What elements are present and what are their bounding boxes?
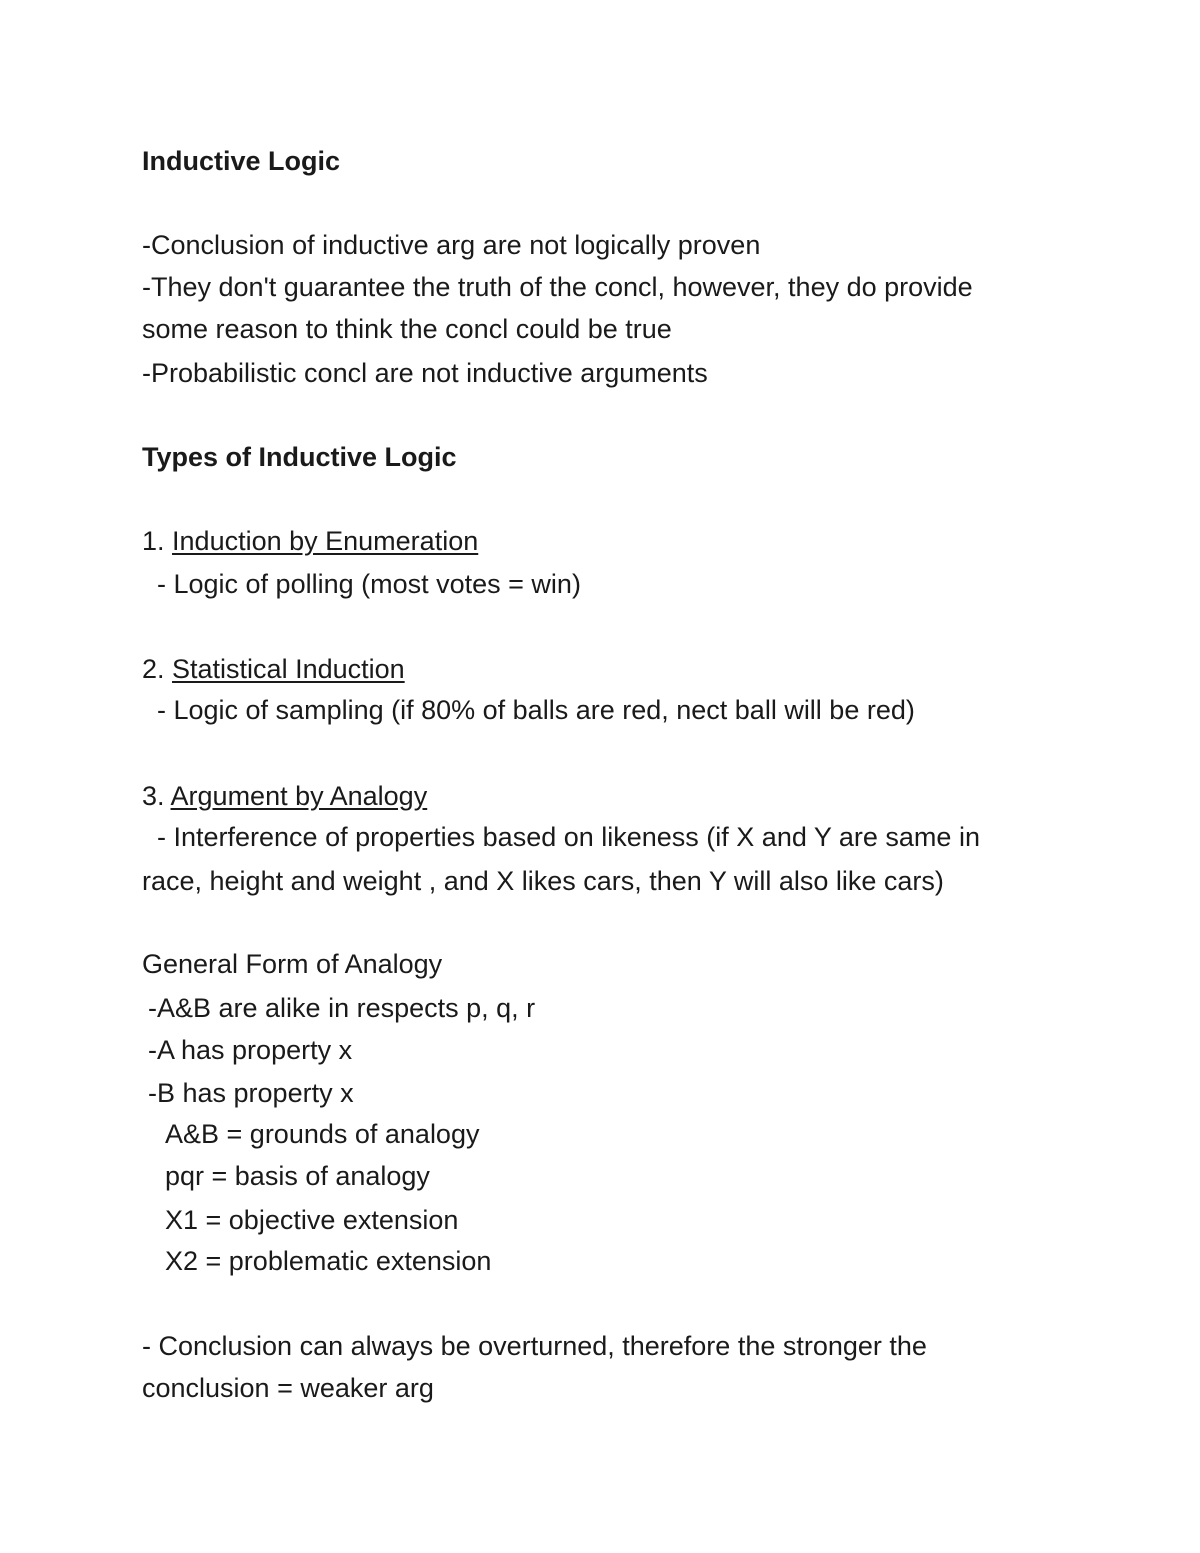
definition-line-1: A&B = grounds of analogy [165,1119,480,1149]
types-heading: Types of Inductive Logic [142,442,457,472]
type-1-title [142,525,478,557]
type-3-detail-line-2: race, height and weight , and X likes cars, then Y will also like cars) [142,866,944,896]
document-title: Inductive Logic [142,146,341,176]
type-1-number: 1. [142,526,173,556]
closing-line-1: - Conclusion can always be overturned, therefore the stronger the [142,1331,927,1361]
closing-line-2: conclusion = weaker arg [142,1373,434,1403]
general-form-heading: General Form of Analogy [142,949,443,979]
type-2-name: Statistical Induction [172,654,405,684]
type-3-number: 3. [142,781,171,811]
type-2-detail: - Logic of sampling (if 80% of balls are red, nect ball will be red) [157,695,915,725]
type-3-detail-line-1: - Interference of properties based on likeness (if X and Y are same in [157,822,980,852]
definition-line-2: pqr = basis of analogy [165,1161,430,1191]
type-2-number: 2. [142,654,173,684]
definition-line-3: X1 = objective extension [165,1205,459,1235]
intro-line-1: -Conclusion of inductive arg are not logically proven [142,230,761,260]
definition-line-4: X2 = problematic extension [165,1246,492,1276]
intro-line-2: -They don't guarantee the truth of the concl, however, they do provide [142,272,973,302]
type-3-title [142,780,427,812]
type-2-title [142,653,405,685]
type-1-name: Induction by Enumeration [172,526,479,556]
intro-line-3: some reason to think the concl could be true [142,314,672,344]
intro-line-4: -Probabilistic concl are not inductive arguments [142,358,708,388]
type-3-name: Argument by Analogy [170,781,428,811]
premise-line-1: -A&B are alike in respects p, q, r [148,993,536,1023]
premise-line-2: -A has property x [148,1035,353,1065]
type-1-detail: - Logic of polling (most votes = win) [157,569,581,599]
premise-line-3: -B has property x [148,1078,354,1108]
